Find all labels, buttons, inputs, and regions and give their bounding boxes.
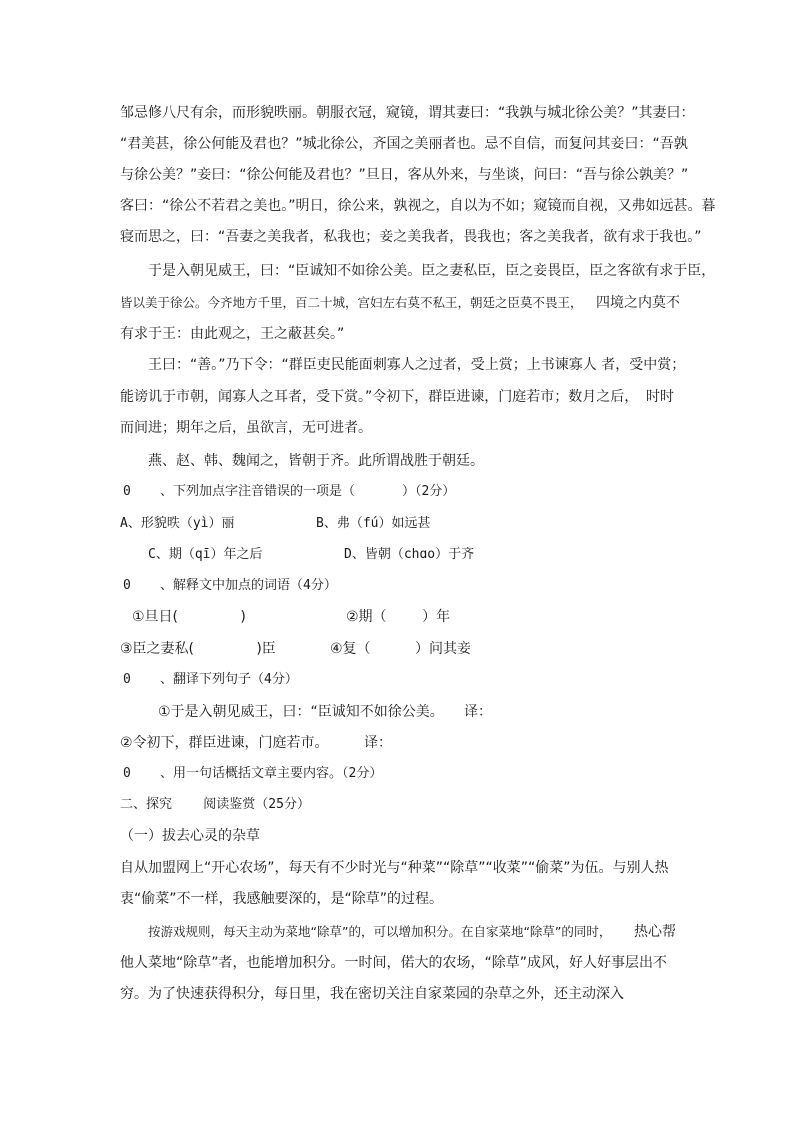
passage-line-3: 与徐公美？”妾曰：“徐公何能及君也？”旦日，客从外来，与坐谈，问曰：“吾与徐公孰美？” bbox=[120, 167, 689, 183]
section2-heading: 二、探究 阅读鉴赏（25分） bbox=[120, 797, 310, 812]
section2-line-3: 按游戏规则，每天主动为菜地“除草”的，可以增加积分。在自家菜地“除草”的同时， bbox=[148, 924, 612, 939]
q1-option-b: B、弗（fú）如远甚 bbox=[316, 516, 431, 531]
section2-line-5: 穷。为了快速获得积分，每日里，我在密切关注自家菜园的杂草之外，还主动深入 bbox=[120, 986, 624, 1002]
passage-line-4: 客曰：“徐公不若君之美也。”明日，徐公来，孰视之，自以为不如；窥镜而自视，又弗如远甚。暮 bbox=[120, 198, 716, 214]
section2-line-1: 自从加盟网上“开心农场”，每天有不少时光与“种菜”“除草”“收菜”“偷菜”为伍。与别人热 bbox=[120, 860, 669, 876]
q2-item-2: ②期（ ）年 bbox=[346, 609, 451, 625]
q1-text: 、下列加点字注音错误的一项是（ ）（2分） bbox=[160, 484, 456, 499]
q3-translate-1: 译： bbox=[464, 704, 492, 720]
q1-option-a: A、形貌昳（yì）丽 bbox=[120, 516, 235, 531]
q2-text: 、解释文中加点的词语（4分） bbox=[160, 578, 337, 593]
q2-item-3: ③臣之妻私( )臣 bbox=[120, 641, 276, 657]
q2-item-4: ④复（ ）问其妾 bbox=[330, 641, 472, 657]
q3-sentence-1: ①于是入朝见威王，曰：“臣诚知不如徐公美。 bbox=[158, 704, 444, 720]
section2-line-2: 衷“偷菜”不一样，我感触要深的，是“除草”的过程。 bbox=[120, 891, 444, 907]
q3-number: 0 bbox=[123, 672, 131, 687]
q1-number: 0 bbox=[123, 484, 131, 499]
passage-line-10: 能谤讥于市朝，闻寡人之耳者，受下赏。”令初下，群臣进谏，门庭若市；数月之后， bbox=[120, 389, 639, 405]
q2-number: 0 bbox=[123, 578, 131, 593]
passage-line-9: 王曰：“善。”乃下令：“群臣吏民能面刺寡人之过者，受上赏；上书谏寡人 者，受中赏； bbox=[148, 357, 686, 373]
q1-option-c: C、期（qī）年之后 bbox=[148, 547, 263, 562]
passage-line-8: 有求于王：由此观之，王之蔽甚矣。” bbox=[120, 326, 345, 342]
section2-subheading: （一）拔去心灵的杂草 bbox=[120, 828, 260, 844]
passage-line-2: “君美甚，徐公何能及君也？”城北徐公，齐国之美丽者也。忌不自信，而复问其妾曰：“吾孰 bbox=[120, 136, 688, 152]
passage-line-1: 邹忌修八尺有余，而形貌昳丽。朝服衣冠，窥镜，谓其妻曰：“我孰与城北徐公美？”其妻曰： bbox=[120, 105, 695, 121]
passage-line-5: 寝而思之，曰：“吾妻之美我者，私我也；妾之美我者，畏我也；客之美我者，欲有求于我也。” bbox=[120, 229, 702, 245]
q3-sentence-2: ②令初下，群臣进谏，门庭若市。 bbox=[120, 735, 329, 751]
q3-translate-2: 译： bbox=[364, 735, 392, 751]
passage-line-6: 于是入朝见威王，曰：“臣诚知不如徐公美。臣之妻私臣，臣之妾畏臣，臣之客欲有求于臣， bbox=[148, 263, 716, 279]
passage-line-7: 皆以美于徐公。今齐地方千里，百二十城，宫妇左右莫不私王，朝廷之臣莫不畏王， bbox=[120, 295, 583, 310]
passage-line-7b: 四境之内莫不 bbox=[596, 295, 680, 311]
q2-item-1: ①旦日( ) bbox=[132, 609, 246, 625]
q4-text: 、用一句话概括文章主要内容。（2分） bbox=[160, 766, 383, 781]
q3-text: 、翻译下列句子（4分） bbox=[160, 672, 298, 687]
section2-line-3b: 热心帮 bbox=[634, 924, 676, 940]
q4-number: 0 bbox=[123, 766, 131, 781]
section2-line-4: 他人菜地“除草”者，也能增加积分。一时间，偌大的农场，“除草”成风，好人好事层出不 bbox=[120, 955, 668, 971]
passage-line-11: 而间进；期年之后，虽欲言，无可进者。 bbox=[120, 420, 372, 436]
passage-line-12: 燕、赵、韩、魏闻之，皆朝于齐。此所谓战胜于朝廷。 bbox=[148, 453, 484, 469]
passage-line-10b: 时时 bbox=[646, 389, 674, 405]
q1-option-d: D、皆朝（chɑo）于齐 bbox=[344, 547, 475, 562]
